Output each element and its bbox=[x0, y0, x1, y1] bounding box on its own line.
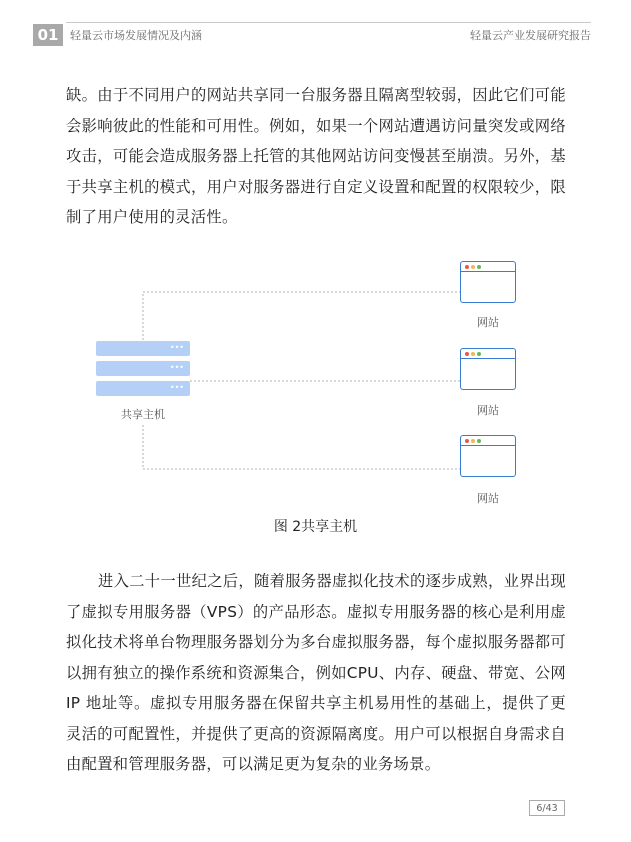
website-window-icon bbox=[460, 435, 516, 477]
server-led-icon: ••• bbox=[169, 383, 184, 392]
report-title: 轻量云产业发展研究报告 bbox=[470, 29, 591, 42]
maximize-dot-icon bbox=[477, 439, 481, 443]
figure-caption: 图 2共享主机 bbox=[273, 519, 358, 535]
close-dot-icon bbox=[465, 352, 469, 356]
server-led-icon: ••• bbox=[169, 343, 184, 352]
body-paragraph-1: 缺。由于不同用户的网站共享同一台服务器且隔离型较弱，因此它们可能会影响彼此的性能和可用性。例如，如果一个网站遭遇访问量突发或网络攻击，可能会造成服务器上托管的其他网站访问变慢甚至崩溃。另外，基于共享主机的模式，用户对服务器进行自定义设置和配置的权限较少，限制了用户使用的灵活性。 bbox=[66, 86, 566, 226]
minimize-dot-icon bbox=[471, 352, 475, 356]
website-window-icon bbox=[460, 348, 516, 390]
maximize-dot-icon bbox=[477, 265, 481, 269]
server-unit-3 bbox=[96, 381, 190, 396]
window-titlebar-divider bbox=[461, 271, 515, 272]
minimize-dot-icon bbox=[471, 265, 475, 269]
website-label: 网站 bbox=[477, 492, 499, 505]
body-paragraph-2: 进入二十一世纪之后，随着服务器虚拟化技术的逐步成熟，业界出现了虚拟专用服务器（VPS）的产品形态。虚拟专用服务器的核心是利用虚拟化技术将单台物理服务器划分为多台虚拟服务器，每个虚拟服务器都可以拥有独立的操作系统和资源集合，例如CPU、内存、硬盘、带宽、公网 IP 地址等。虚拟专用服务器在保留共享主机易用性的基础上，提供了更灵活的可配置性，并提供了更高的资源隔离度。用户可以根据自身需求自由配置和管理服务器，可以满足更为复杂的业务场景。 bbox=[66, 572, 566, 773]
section-title: 轻量云市场发展情况及内涵 bbox=[70, 29, 202, 42]
server-unit-1 bbox=[96, 341, 190, 356]
website-window-icon bbox=[460, 261, 516, 303]
connector-bottom bbox=[143, 425, 460, 469]
server-unit-2 bbox=[96, 361, 190, 376]
page-number: 6/43 bbox=[529, 800, 565, 816]
section-number-badge: 01 bbox=[33, 24, 63, 46]
server-label: 共享主机 bbox=[121, 408, 165, 421]
minimize-dot-icon bbox=[471, 439, 475, 443]
close-dot-icon bbox=[465, 439, 469, 443]
window-titlebar-divider bbox=[461, 445, 515, 446]
website-label: 网站 bbox=[477, 316, 499, 329]
close-dot-icon bbox=[465, 265, 469, 269]
maximize-dot-icon bbox=[477, 352, 481, 356]
connector-top bbox=[143, 292, 460, 340]
server-led-icon: ••• bbox=[169, 363, 184, 372]
header-rule bbox=[66, 22, 591, 23]
website-label: 网站 bbox=[477, 404, 499, 417]
window-titlebar-divider bbox=[461, 358, 515, 359]
